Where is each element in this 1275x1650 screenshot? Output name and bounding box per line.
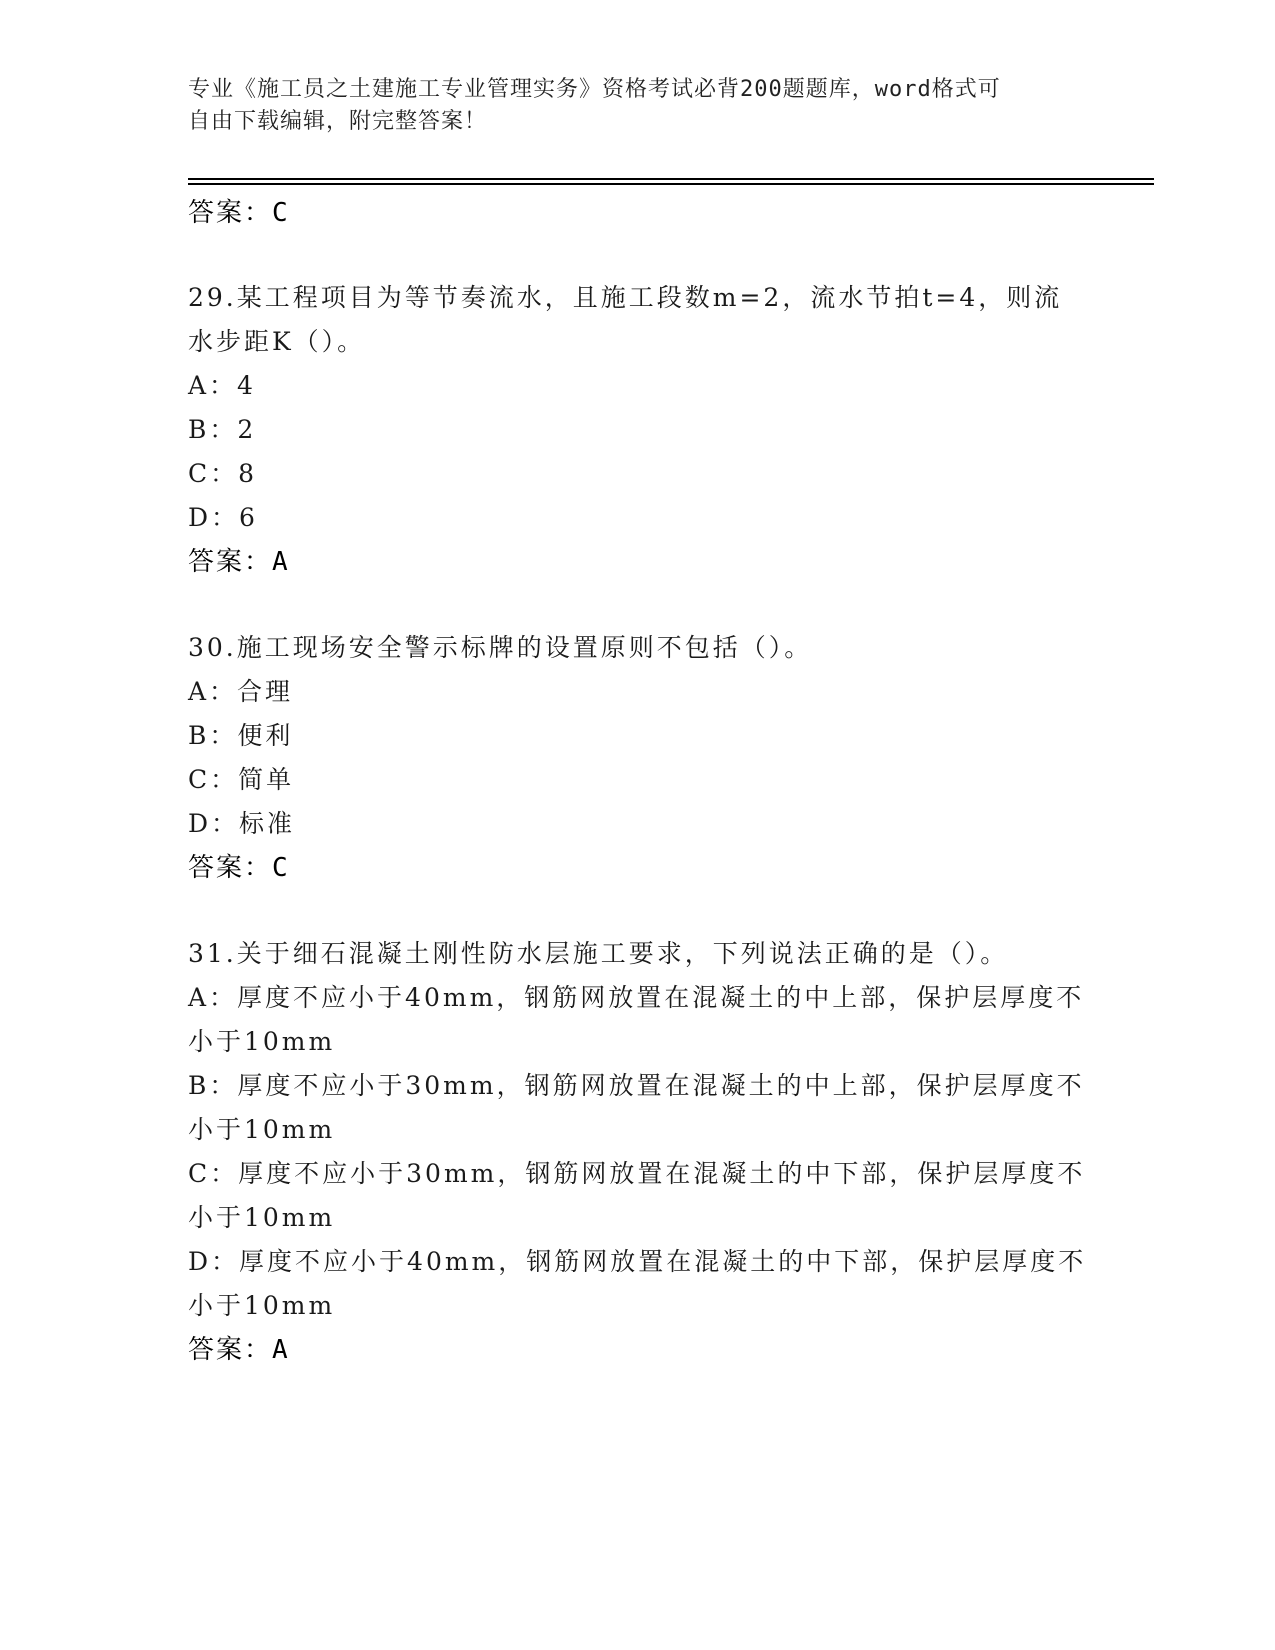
document-header <box>188 74 1088 138</box>
question-30-option-a: A：合理 <box>188 677 294 706</box>
question-29-option-a: A：4 <box>188 371 256 400</box>
question-30-option-b: B：便利 <box>188 721 294 750</box>
previous-answer: 答案：C <box>188 198 290 228</box>
question-30-option-d: D：标准 <box>188 809 296 838</box>
question-31-option-b-cont: 小于10mm <box>188 1115 336 1144</box>
question-31-option-c: C：厚度不应小于30mm，钢筋网放置在混凝土的中下部，保护层厚度不 <box>188 1159 1086 1188</box>
question-31-option-d-cont: 小于10mm <box>188 1291 336 1320</box>
question-31-option-a-cont: 小于10mm <box>188 1027 336 1056</box>
question-29-option-c: C：8 <box>188 459 258 488</box>
question-31-stem-line-1: 31.关于细石混凝土刚性防水层施工要求，下列说法正确的是（）。 <box>188 939 1009 968</box>
question-29-stem-line-1: 29.某工程项目为等节奏流水，且施工段数m=2，流水节拍t=4，则流 <box>188 283 1063 312</box>
question-31-answer: 答案：A <box>188 1335 290 1365</box>
question-30-stem-line-1: 30.施工现场安全警示标牌的设置原则不包括（）。 <box>188 633 813 662</box>
header-line-1: 专业《施工员之土建施工专业管理实务》资格考试必背200题题库，word格式可 <box>188 77 1001 102</box>
question-31-option-b: B：厚度不应小于30mm，钢筋网放置在混凝土的中上部，保护层厚度不 <box>188 1071 1085 1100</box>
question-29-option-b: B：2 <box>188 415 257 444</box>
question-31-option-a: A：厚度不应小于40mm，钢筋网放置在混凝土的中上部，保护层厚度不 <box>188 983 1085 1012</box>
question-29-stem-line-2: 水步距K（）。 <box>188 327 366 356</box>
header-divider-top <box>188 178 1154 180</box>
question-31-option-c-cont: 小于10mm <box>188 1203 336 1232</box>
header-line-2: 自由下载编辑，附完整答案！ <box>188 109 488 134</box>
question-29-option-d: D：6 <box>188 503 258 532</box>
question-30-option-c: C：简单 <box>188 765 295 794</box>
question-30-answer: 答案：C <box>188 853 290 883</box>
question-29-answer: 答案：A <box>188 547 290 577</box>
question-31-option-d: D：厚度不应小于40mm，钢筋网放置在混凝土的中下部，保护层厚度不 <box>188 1247 1087 1276</box>
header-divider-bottom <box>188 183 1154 185</box>
